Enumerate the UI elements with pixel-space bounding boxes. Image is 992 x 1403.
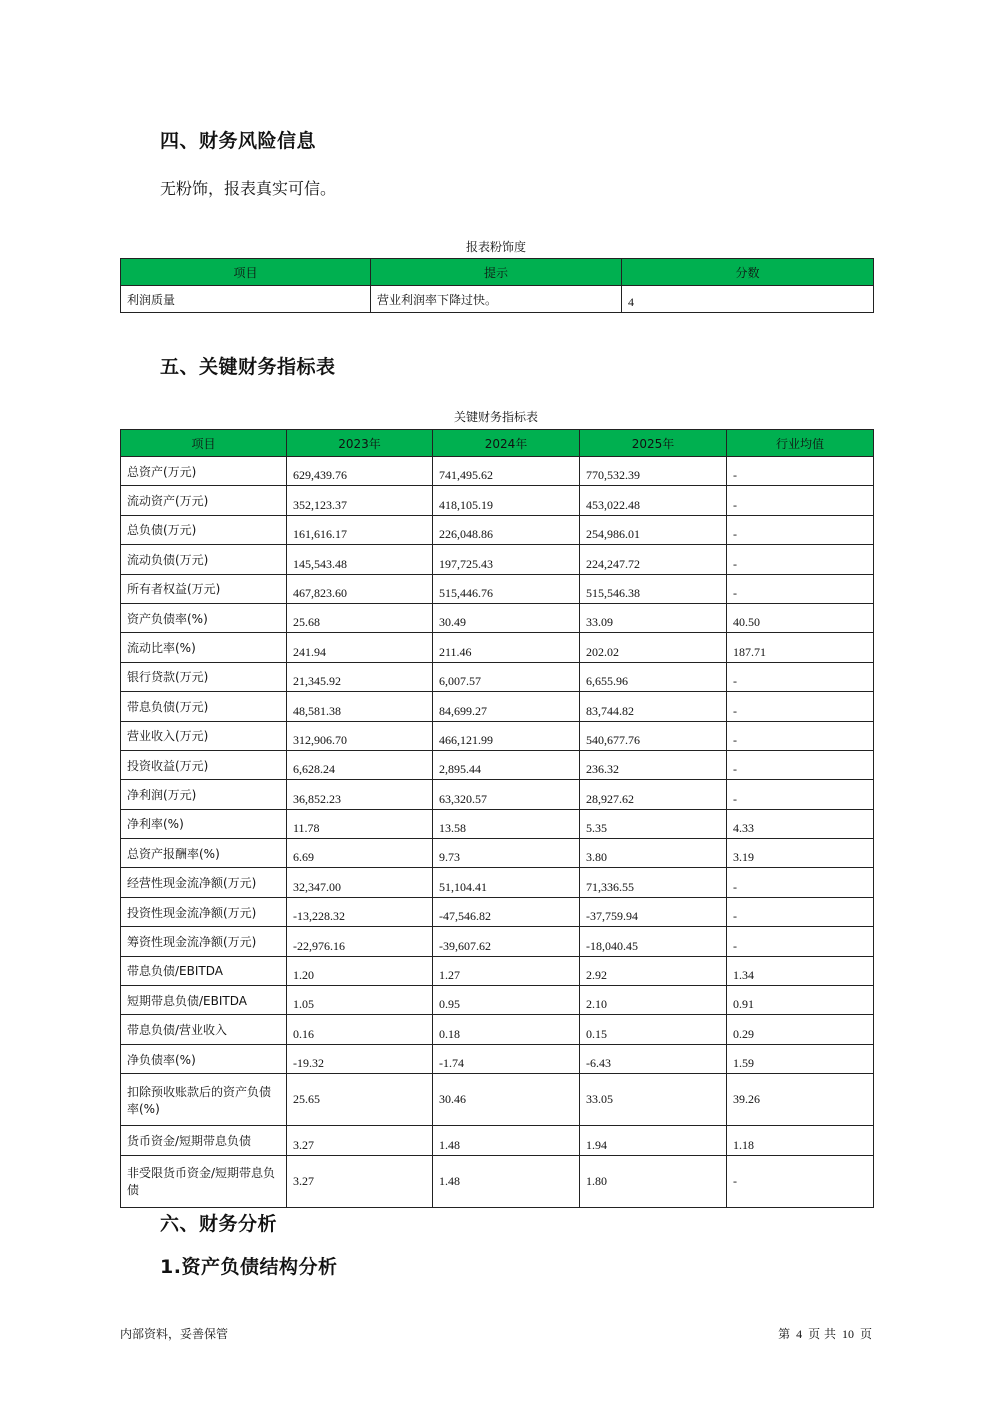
cell-item: 流动资产(万元): [121, 486, 287, 515]
cell-item: 总负债(万元): [121, 515, 287, 544]
table-row: [121, 1155, 874, 1207]
cell-value: 25.68: [287, 603, 433, 632]
cell-value: 1.27: [433, 956, 580, 985]
cell-value: 224,247.72: [580, 545, 727, 574]
cell-item: 银行贷款(万元): [121, 662, 287, 691]
cell-value: 40.50: [727, 603, 874, 632]
table-row: [121, 574, 874, 603]
cell-score: 4: [622, 286, 874, 313]
header-cell: 提示: [371, 259, 622, 286]
cell-value: -: [727, 457, 874, 486]
footer-note: 内部资料，妥善保管: [120, 1327, 229, 1341]
cell-value: 540,677.76: [580, 721, 727, 750]
whitewash-table: [120, 258, 874, 313]
cell-item: 所有者权益(万元): [121, 574, 287, 603]
cell-value: 741,495.62: [433, 457, 580, 486]
cell-value: 33.09: [580, 603, 727, 632]
cell-value: 6,655.96: [580, 662, 727, 691]
cell-value: -: [727, 1155, 874, 1207]
cell-item: 货币资金/短期带息负债: [121, 1126, 287, 1155]
cell-item: 流动比率(%): [121, 633, 287, 662]
cell-value: 3.27: [287, 1155, 433, 1207]
cell-value: 6,628.24: [287, 750, 433, 779]
table-row: [121, 692, 874, 721]
cell-value: 211.46: [433, 633, 580, 662]
table-row: [121, 662, 874, 691]
cell-value: 1.94: [580, 1126, 727, 1155]
cell-value: 236.32: [580, 750, 727, 779]
cell-value: 0.29: [727, 1015, 874, 1044]
cell-value: 241.94: [287, 633, 433, 662]
header-cell: 2023年: [287, 430, 433, 457]
table-row: [121, 1044, 874, 1073]
cell-item: 带息负债/营业收入: [121, 1015, 287, 1044]
cell-item: 净利润(万元): [121, 780, 287, 809]
table-row: [121, 986, 874, 1015]
table1-caption: 报表粉饰度: [465, 240, 526, 254]
cell-value: 352,123.37: [287, 486, 433, 515]
cell-value: -: [727, 515, 874, 544]
cell-item: 筹资性现金流净额(万元): [121, 927, 287, 956]
cell-value: -: [727, 486, 874, 515]
section6-title: 六、财务分析: [160, 1213, 278, 1235]
cell-value: 13.58: [433, 809, 580, 838]
cell-value: -: [727, 662, 874, 691]
cell-value: 312,906.70: [287, 721, 433, 750]
page-suffix: 页: [859, 1327, 872, 1341]
cell-value: 3.80: [580, 839, 727, 868]
cell-value: -: [727, 927, 874, 956]
table-header-row: [121, 430, 874, 457]
cell-item: 资产负债率(%): [121, 603, 287, 632]
cell-item: 短期带息负债/EBITDA: [121, 986, 287, 1015]
table-row: [121, 897, 874, 926]
cell-value: -: [727, 545, 874, 574]
key-indicators-table: [120, 429, 874, 1208]
table-row: [121, 927, 874, 956]
cell-value: -: [727, 692, 874, 721]
cell-value: 161,616.17: [287, 515, 433, 544]
table-row: [121, 486, 874, 515]
table2-caption: 关键财务指标表: [453, 410, 538, 424]
table-row: [121, 457, 874, 486]
cell-value: -13,228.32: [287, 897, 433, 926]
cell-item: 营业收入(万元): [121, 721, 287, 750]
cell-value: 1.48: [433, 1126, 580, 1155]
cell-item: 利润质量: [121, 286, 371, 313]
cell-value: 629,439.76: [287, 457, 433, 486]
cell-value: -6.43: [580, 1044, 727, 1073]
cell-item: 带息负债(万元): [121, 692, 287, 721]
cell-value: -: [727, 750, 874, 779]
table-row: [121, 780, 874, 809]
cell-value: 466,121.99: [433, 721, 580, 750]
cell-item: 投资性现金流净额(万元): [121, 897, 287, 926]
cell-value: 71,336.55: [580, 868, 727, 897]
cell-value: 83,744.82: [580, 692, 727, 721]
page-current: 4: [796, 1327, 803, 1341]
cell-value: -: [727, 897, 874, 926]
section4-title: 四、财务风险信息: [160, 130, 317, 152]
cell-value: 30.49: [433, 603, 580, 632]
table-row: [121, 750, 874, 779]
cell-value: 3.27: [287, 1126, 433, 1155]
cell-value: 51,104.41: [433, 868, 580, 897]
cell-value: 515,446.76: [433, 574, 580, 603]
cell-value: 197,725.43: [433, 545, 580, 574]
table-body: [121, 457, 874, 1208]
cell-value: 33.05: [580, 1074, 727, 1126]
cell-value: 32,347.00: [287, 868, 433, 897]
cell-value: -18,040.45: [580, 927, 727, 956]
cell-value: -: [727, 721, 874, 750]
cell-value: 0.95: [433, 986, 580, 1015]
cell-value: 21,345.92: [287, 662, 433, 691]
cell-value: 418,105.19: [433, 486, 580, 515]
cell-value: 1.05: [287, 986, 433, 1015]
cell-item: 非受限货币资金/短期带息负债: [121, 1155, 287, 1207]
cell-value: -: [727, 780, 874, 809]
cell-value: 48,581.38: [287, 692, 433, 721]
table-row: [121, 721, 874, 750]
cell-value: 2,895.44: [433, 750, 580, 779]
cell-value: 30.46: [433, 1074, 580, 1126]
section5-title: 五、关键财务指标表: [160, 356, 336, 378]
cell-value: 2.10: [580, 986, 727, 1015]
cell-value: 36,852.23: [287, 780, 433, 809]
cell-value: -47,546.82: [433, 897, 580, 926]
page-prefix: 第: [778, 1327, 791, 1341]
cell-value: 515,546.38: [580, 574, 727, 603]
header-cell: 2025年: [580, 430, 727, 457]
cell-value: 39.26: [727, 1074, 874, 1126]
table-header-row: [121, 259, 874, 286]
cell-item: 净负债率(%): [121, 1044, 287, 1073]
cell-value: 6,007.57: [433, 662, 580, 691]
cell-value: 0.16: [287, 1015, 433, 1044]
table-row: [121, 809, 874, 838]
cell-value: 3.19: [727, 839, 874, 868]
cell-value: 28,927.62: [580, 780, 727, 809]
table-row: [121, 633, 874, 662]
cell-value: 9.73: [433, 839, 580, 868]
cell-item: 流动负债(万元): [121, 545, 287, 574]
table-row: [121, 1074, 874, 1126]
cell-value: -19.32: [287, 1044, 433, 1073]
cell-value: -: [727, 574, 874, 603]
cell-value: -1.74: [433, 1044, 580, 1073]
cell-value: 6.69: [287, 839, 433, 868]
cell-value: 770,532.39: [580, 457, 727, 486]
cell-item: 总资产报酬率(%): [121, 839, 287, 868]
cell-value: 1.34: [727, 956, 874, 985]
cell-item: 净利率(%): [121, 809, 287, 838]
cell-value: 25.65: [287, 1074, 433, 1126]
header-cell: 行业均值: [727, 430, 874, 457]
cell-value: 0.91: [727, 986, 874, 1015]
cell-value: 5.35: [580, 809, 727, 838]
cell-value: 1.18: [727, 1126, 874, 1155]
cell-value: 1.48: [433, 1155, 580, 1207]
section6-subtitle: 1.资产负债结构分析: [160, 1256, 338, 1278]
header-cell: 项目: [121, 259, 371, 286]
cell-value: 1.80: [580, 1155, 727, 1207]
cell-value: 11.78: [287, 809, 433, 838]
table-row: [121, 1015, 874, 1044]
cell-value: 1.20: [287, 956, 433, 985]
table-row: [121, 286, 874, 313]
cell-value: -: [727, 868, 874, 897]
table-row: [121, 545, 874, 574]
cell-value: 467,823.60: [287, 574, 433, 603]
cell-value: 226,048.86: [433, 515, 580, 544]
risk-statement: 无粉饰，报表真实可信。: [160, 179, 337, 198]
page-mid: 页 共: [808, 1327, 836, 1341]
cell-value: 63,320.57: [433, 780, 580, 809]
cell-value: 4.33: [727, 809, 874, 838]
cell-value: 0.15: [580, 1015, 727, 1044]
cell-value: 0.18: [433, 1015, 580, 1044]
table-row: [121, 956, 874, 985]
cell-value: 453,022.48: [580, 486, 727, 515]
table-row: [121, 603, 874, 632]
cell-value: 145,543.48: [287, 545, 433, 574]
header-cell: 2024年: [433, 430, 580, 457]
cell-item: 带息负债/EBITDA: [121, 956, 287, 985]
cell-item: 经营性现金流净额(万元): [121, 868, 287, 897]
cell-value: -22,976.16: [287, 927, 433, 956]
header-cell: 分数: [622, 259, 874, 286]
cell-item: 扣除预收账款后的资产负债率(%): [121, 1074, 287, 1126]
cell-item: 投资收益(万元): [121, 750, 287, 779]
cell-value: -39,607.62: [433, 927, 580, 956]
table-row: [121, 839, 874, 868]
cell-value: 1.59: [727, 1044, 874, 1073]
table-row: [121, 868, 874, 897]
header-cell: 项目: [121, 430, 287, 457]
table-row: [121, 1126, 874, 1155]
cell-value: 187.71: [727, 633, 874, 662]
table-row: [121, 515, 874, 544]
cell-hint: 营业利润率下降过快。: [371, 286, 622, 313]
page-number: [778, 1325, 872, 1342]
cell-item: 总资产(万元): [121, 457, 287, 486]
cell-value: 2.92: [580, 956, 727, 985]
cell-value: 202.02: [580, 633, 727, 662]
cell-value: 84,699.27: [433, 692, 580, 721]
page-total: 10: [841, 1327, 854, 1341]
cell-value: 254,986.01: [580, 515, 727, 544]
cell-value: -37,759.94: [580, 897, 727, 926]
